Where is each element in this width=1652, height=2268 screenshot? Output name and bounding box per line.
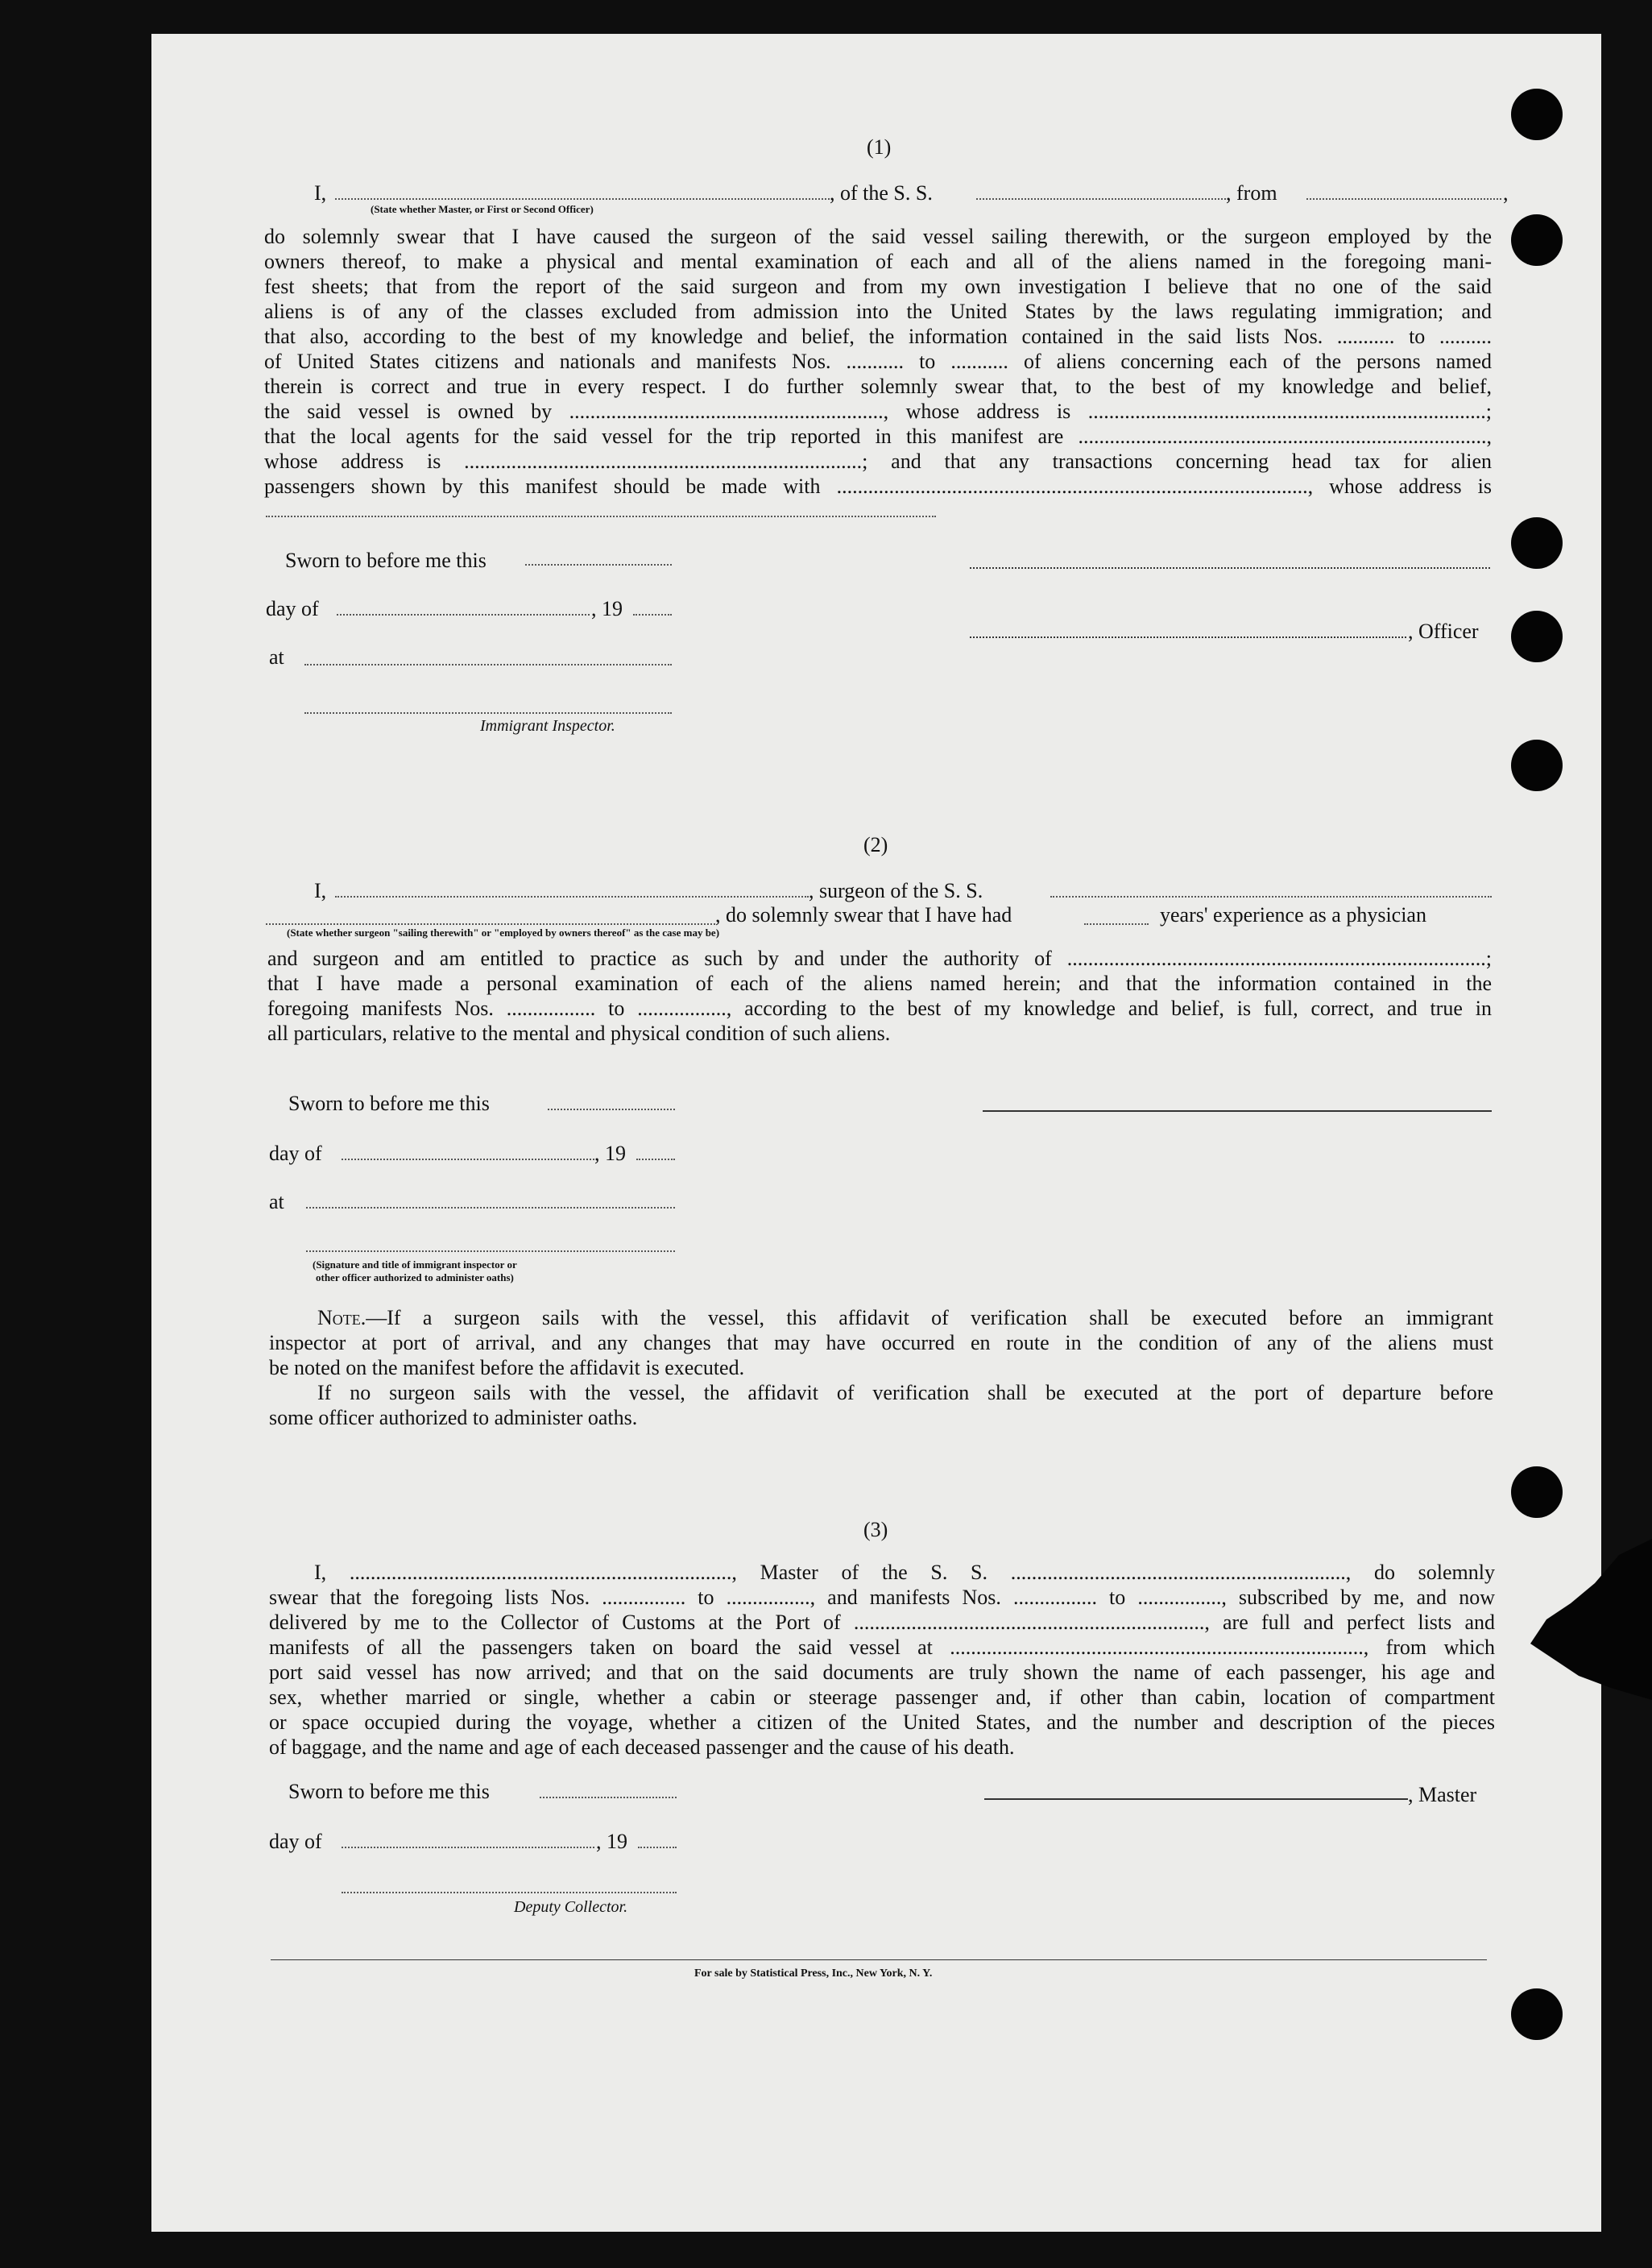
s2-surgeon-type-field[interactable] [266, 923, 715, 925]
s1-from-field[interactable] [1306, 198, 1501, 200]
s2-sig-caption-1: (Signature and title of immigrant inspector or [313, 1258, 517, 1271]
s2-surgeon-caption: (State whether surgeon "sailing therewith" or "employed by owners thereof" as the case may be) [287, 927, 720, 939]
s2-paragraph: and surgeon and am entitled to practice as such by and under the authority of ................................................................................; that I have made a personal examination of each of the aliens named herein; and that the information contained in the foregoing manifests Nos. ................. to ................., according to the best of my knowledge and belief, is full, correct, and true in all particulars, relative to the mental and physical condition of such aliens. [267, 947, 1492, 1045]
s1-sworn-day-field[interactable] [525, 564, 672, 566]
binder-hole [1511, 89, 1563, 140]
s1-i-label: I, [314, 181, 327, 205]
s3-day-of-label: day of [269, 1830, 322, 1853]
s3-sworn-label: Sworn to before me this [288, 1780, 490, 1803]
binder-hole [1511, 517, 1563, 569]
s3-year-field[interactable] [638, 1847, 677, 1848]
s1-continuation-field[interactable] [266, 516, 936, 517]
s2-vessel-field[interactable] [1050, 896, 1492, 898]
s2-note-label: Note. [317, 1306, 366, 1329]
s1-year-label: , 19 [591, 597, 623, 620]
s2-year-field[interactable] [636, 1159, 675, 1160]
s1-paragraph: do solemnly swear that I have caused the surgeon of the said vessel sailing therewith, or the surgeon employed by the owners thereof, to make a physical and mental examination of each and all of the aliens named in the foregoing mani- fest sheets; that from the report of the said surgeon and from my own investigation I believe that no one of the said aliens is of any of the classes excluded from admission into the United States by the laws regulating immigration; and that also, according to the best of my knowledge and belief, the information contained in the said lists Nos. ........... to .......... of United States citizens and nationals and manifests Nos. ........... to ........... of aliens concerning each of the persons named therein is correct and true in every respect. I do further solemnly swear that, to the best of my knowledge and belief, the said vessel is owned by ............................................................, whose address is ............................................................................; that the local agents for the said vessel for the trip reported in this manifest are .............................................................................., whose address is ............................................................................; and that any transactions concerning head tax for alien passengers shown by this manifest should be made with .........................................................................................., whose address is [264, 225, 1492, 498]
s3-master-label: , Master [1408, 1783, 1477, 1806]
s1-officer-field[interactable] [335, 198, 830, 200]
section-2-number: (2) [863, 833, 888, 856]
s3-master-signature-line[interactable] [984, 1798, 1408, 1800]
s1-year-field[interactable] [633, 614, 672, 616]
s2-month-field[interactable] [342, 1159, 594, 1160]
s3-year-label: , 19 [596, 1830, 627, 1853]
s1-inspector-caption: Immigrant Inspector. [480, 717, 615, 735]
s2-surgeon-name-field[interactable] [335, 896, 809, 898]
s2-officer-signature-field[interactable] [306, 1250, 675, 1252]
s2-years-field[interactable] [1084, 923, 1149, 925]
s1-of-the-ss: , of the S. S. [830, 181, 933, 205]
s2-sig-caption-2: other officer authorized to administer oaths) [316, 1271, 514, 1283]
s2-sworn-label: Sworn to before me this [288, 1092, 490, 1115]
s3-collector-signature-field[interactable] [342, 1892, 677, 1893]
s2-surgeon-of-ss: , surgeon of the S. S. [809, 879, 983, 902]
s1-from: , from [1226, 181, 1277, 205]
s1-at-field[interactable] [304, 664, 672, 665]
footer-divider [271, 1959, 1487, 1960]
s2-signature-line[interactable] [983, 1110, 1492, 1112]
section-1-number: (1) [867, 135, 892, 159]
s1-vessel-field[interactable] [976, 198, 1226, 200]
binder-hole [1511, 1988, 1563, 2040]
s1-sworn-label: Sworn to before me this [285, 549, 486, 572]
s2-i-label: I, [314, 879, 327, 902]
s2-swear-text: , do solemnly swear that I have had [715, 903, 1012, 927]
s1-at-label: at [269, 645, 284, 669]
s2-at-label: at [269, 1190, 284, 1213]
s1-inspector-signature-field[interactable] [304, 712, 672, 714]
s2-sworn-day-field[interactable] [548, 1109, 675, 1110]
s3-collector-caption: Deputy Collector. [514, 1898, 628, 1916]
s1-month-field[interactable] [337, 614, 590, 616]
s1-comma: , [1503, 181, 1509, 205]
binder-hole [1511, 214, 1563, 266]
s1-signature-line[interactable] [970, 567, 1490, 569]
binder-hole [1511, 740, 1563, 791]
section-3-number: (3) [863, 1518, 888, 1541]
s2-at-field[interactable] [306, 1207, 675, 1209]
s2-day-of-label: day of [269, 1142, 322, 1165]
footer-publisher: For sale by Statistical Press, Inc., New York, N. Y. [694, 1967, 933, 1980]
torn-edge-shape [1498, 1539, 1652, 1700]
s2-experience-text: years' experience as a physician [1160, 903, 1426, 927]
s1-officer-line[interactable] [970, 636, 1406, 638]
s1-day-of-label: day of [266, 597, 319, 620]
s3-paragraph: I, ........................................................................., Master of the S. S. ................................................................, do solemnly swear that the foregoing lists Nos. ................ to ................, and manifests Nos. ................ to ................, subscribed by me, and now delivered by me to the Collector of Customs at the Port of ..................................................................., are full and perfect lists and manifests of all the passengers taken on board the said vessel at ..............................................................................., from which port said vessel has now arrived; and that on the said documents are truly shown the name of each passenger, his age and sex, whether married or single, whether a cabin or steerage passenger and, if other than cabin, location of compartment or space occupied during the voyage, whether a citizen of the United States, and the number and description of the pieces of baggage, and the name and age of each deceased passenger and the cause of his death. [269, 1561, 1495, 1759]
s3-sworn-day-field[interactable] [540, 1797, 677, 1798]
s2-year-label: , 19 [594, 1142, 626, 1165]
binder-hole [1511, 1466, 1563, 1518]
s3-month-field[interactable] [342, 1847, 594, 1848]
s1-officer-label: , Officer [1408, 620, 1479, 643]
binder-hole [1511, 611, 1563, 662]
s2-note: Note.—If a surgeon sails with the vessel, this affidavit of verification shall be executed before an immigrant inspector at port of arrival, and any changes that may have occurred en route in the condition of any of the aliens must be noted on the manifest before the affidavit is executed. If no surgeon sails with the vessel, the affidavit of verification shall be executed at the port of departure before some officer authorized to administer oaths. [269, 1306, 1493, 1429]
s1-officer-caption: (State whether Master, or First or Second Officer) [371, 203, 594, 215]
